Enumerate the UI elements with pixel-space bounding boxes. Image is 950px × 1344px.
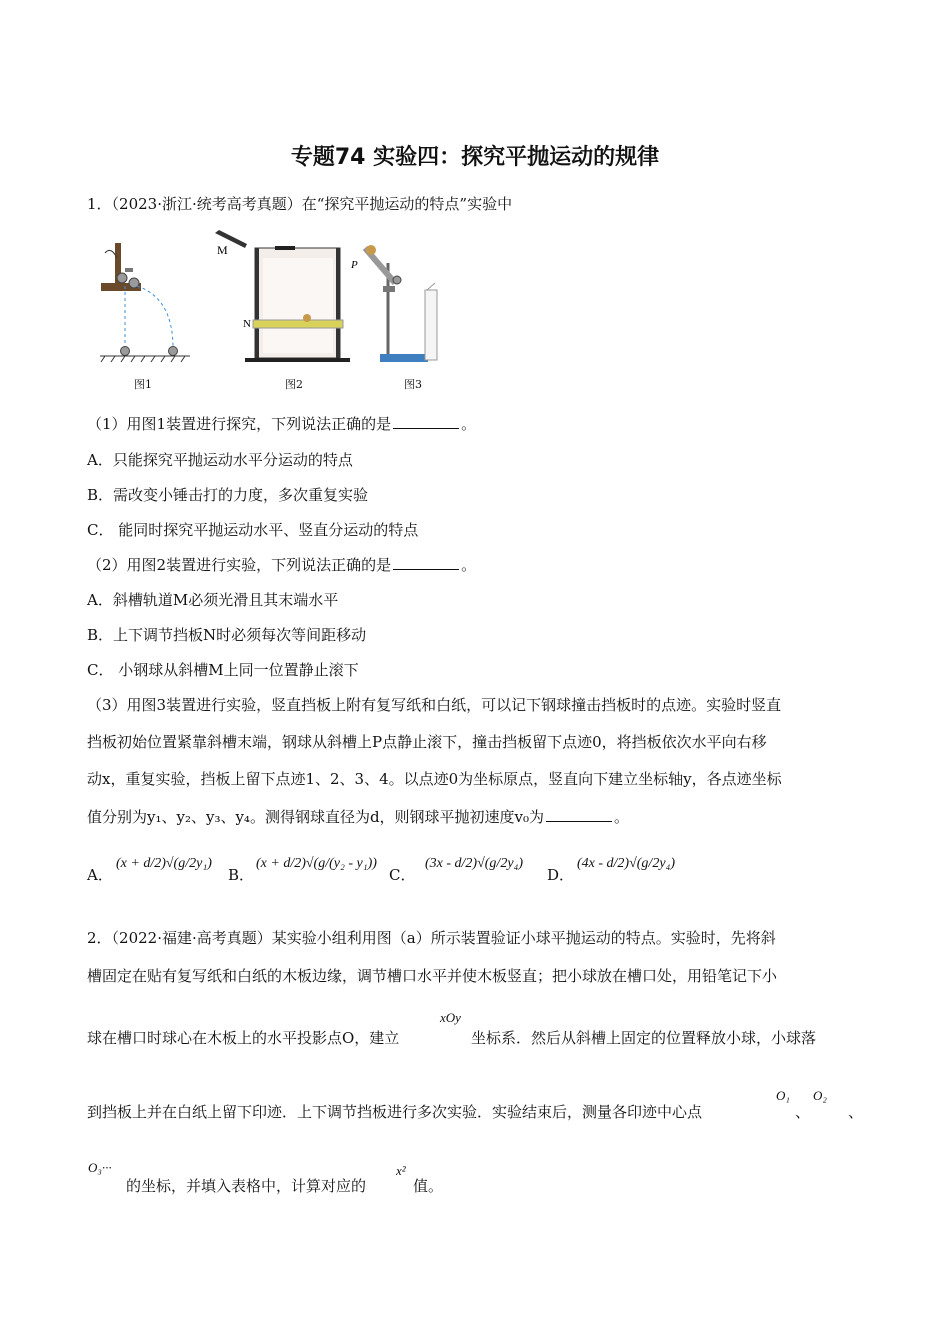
q1-part3-line4: 值分别为y₁、y₂、y₃、y₄。测得钢球直径为d，则钢球平抛初速度v₀为 。 [87, 808, 630, 826]
q1-part2-option-c: C． 小钢球从斜槽M上同一位置静止滚下 [87, 661, 359, 679]
q2-line2: 槽固定在贴有复写纸和白纸的木板边缘，调节槽口水平并使木板竖直；把小球放在槽口处，用铅笔记下小 [87, 967, 778, 985]
q1-part1-option-b: B．需改变小锤击打的力度，多次重复实验 [87, 486, 369, 504]
q2-line5-end: 值。 [413, 1177, 444, 1195]
choice-b-label[interactable]: B． [228, 866, 255, 884]
q2-o3: O₃··· [88, 1160, 112, 1175]
q1-header: 1．（2023·浙江·统考高考真题）在“探究平抛运动的特点”实验中 [87, 195, 513, 213]
answer-blank[interactable] [393, 557, 459, 570]
q2-line3-b: 坐标系．然后从斜槽上固定的位置释放小球，小球落 [471, 1029, 817, 1047]
q1-part2-option-a: A．斜槽轨道M必须光滑且其末端水平 [87, 591, 339, 609]
q2-x2: x² [396, 1163, 406, 1178]
q2-o2: O₂ [813, 1088, 827, 1103]
choice-a-label[interactable]: A． [87, 866, 113, 884]
page-title: 专题74 实验四：探究平抛运动的规律 [290, 145, 660, 170]
q1-part3-line3: 动x，重复实验，挡板上留下点迹1、2、3、4。以点迹0为坐标原点，竖直向下建立坐标轴y，各点迹坐标 [87, 770, 782, 788]
q2-o1: O₁ [776, 1088, 790, 1103]
figure-2 [215, 230, 350, 362]
q1-part1-option-a: A．只能探究平抛运动水平分运动的特点 [87, 451, 353, 469]
choice-d-formula: (4x - d/2)√(g/2y₄) [577, 856, 676, 871]
figure-3 [350, 245, 437, 362]
choice-c-label[interactable]: C． [389, 866, 416, 884]
q1-part3-line2: 挡板初始位置紧靠斜槽末端，钢球从斜槽上P点静止滚下，撞击挡板留下点迹0，将挡板依次水平向右移 [87, 733, 767, 751]
q2-line1: 2．（2022·福建·高考真题）某实验小组利用图（a）所示装置验证小球平抛运动的特点。实验时，先将斜 [87, 929, 776, 947]
label-n: N [243, 318, 251, 330]
label-p: P [351, 259, 358, 271]
q1-part2: （2）用图2装置进行实验，下列说法正确的是 。 [87, 556, 477, 574]
q1-part2-option-b: B．上下调节挡板N时必须每次等间距移动 [87, 626, 367, 644]
caption-fig1: 图1 [134, 378, 152, 391]
caption-fig2: 图2 [285, 378, 303, 391]
q2-line4: 到挡板上并在白纸上留下印迹．上下调节挡板进行多次实验．实验结束后，测量各印迹中心点 [87, 1103, 703, 1121]
q1-part1: （1）用图1装置进行探究，下列说法正确的是 。 [87, 415, 477, 433]
choice-c-formula: (3x - d/2)√(g/2y₄) [425, 856, 524, 871]
q1-part1-option-c: C． 能同时探究平抛运动水平、竖直分运动的特点 [87, 521, 419, 539]
q2-sep1: 、 [795, 1103, 811, 1121]
answer-blank[interactable] [546, 809, 612, 822]
q2-xoy: xOy [440, 1010, 461, 1025]
q2-line5: 的坐标，并填入表格中，计算对应的 [126, 1177, 367, 1195]
choice-b-formula: (x + d/2)√(g/(y₂ - y₁)) [256, 856, 377, 871]
choice-a-formula: (x + d/2)√(g/2y₁) [116, 856, 212, 871]
q2-line3-a: 球在槽口时球心在木板上的水平投影点O，建立 [87, 1029, 400, 1047]
label-m: M [217, 243, 228, 257]
q1-figures [95, 228, 455, 388]
q2-sep2: 、 [848, 1103, 864, 1121]
figure-1 [100, 243, 190, 362]
choice-d-label[interactable]: D． [547, 866, 575, 884]
answer-blank[interactable] [393, 416, 459, 429]
q1-part3-line1: （3）用图3装置进行实验，竖直挡板上附有复写纸和白纸，可以记下钢球撞击挡板时的点迹。实验时竖直 [87, 696, 782, 714]
caption-fig3: 图3 [404, 378, 422, 391]
